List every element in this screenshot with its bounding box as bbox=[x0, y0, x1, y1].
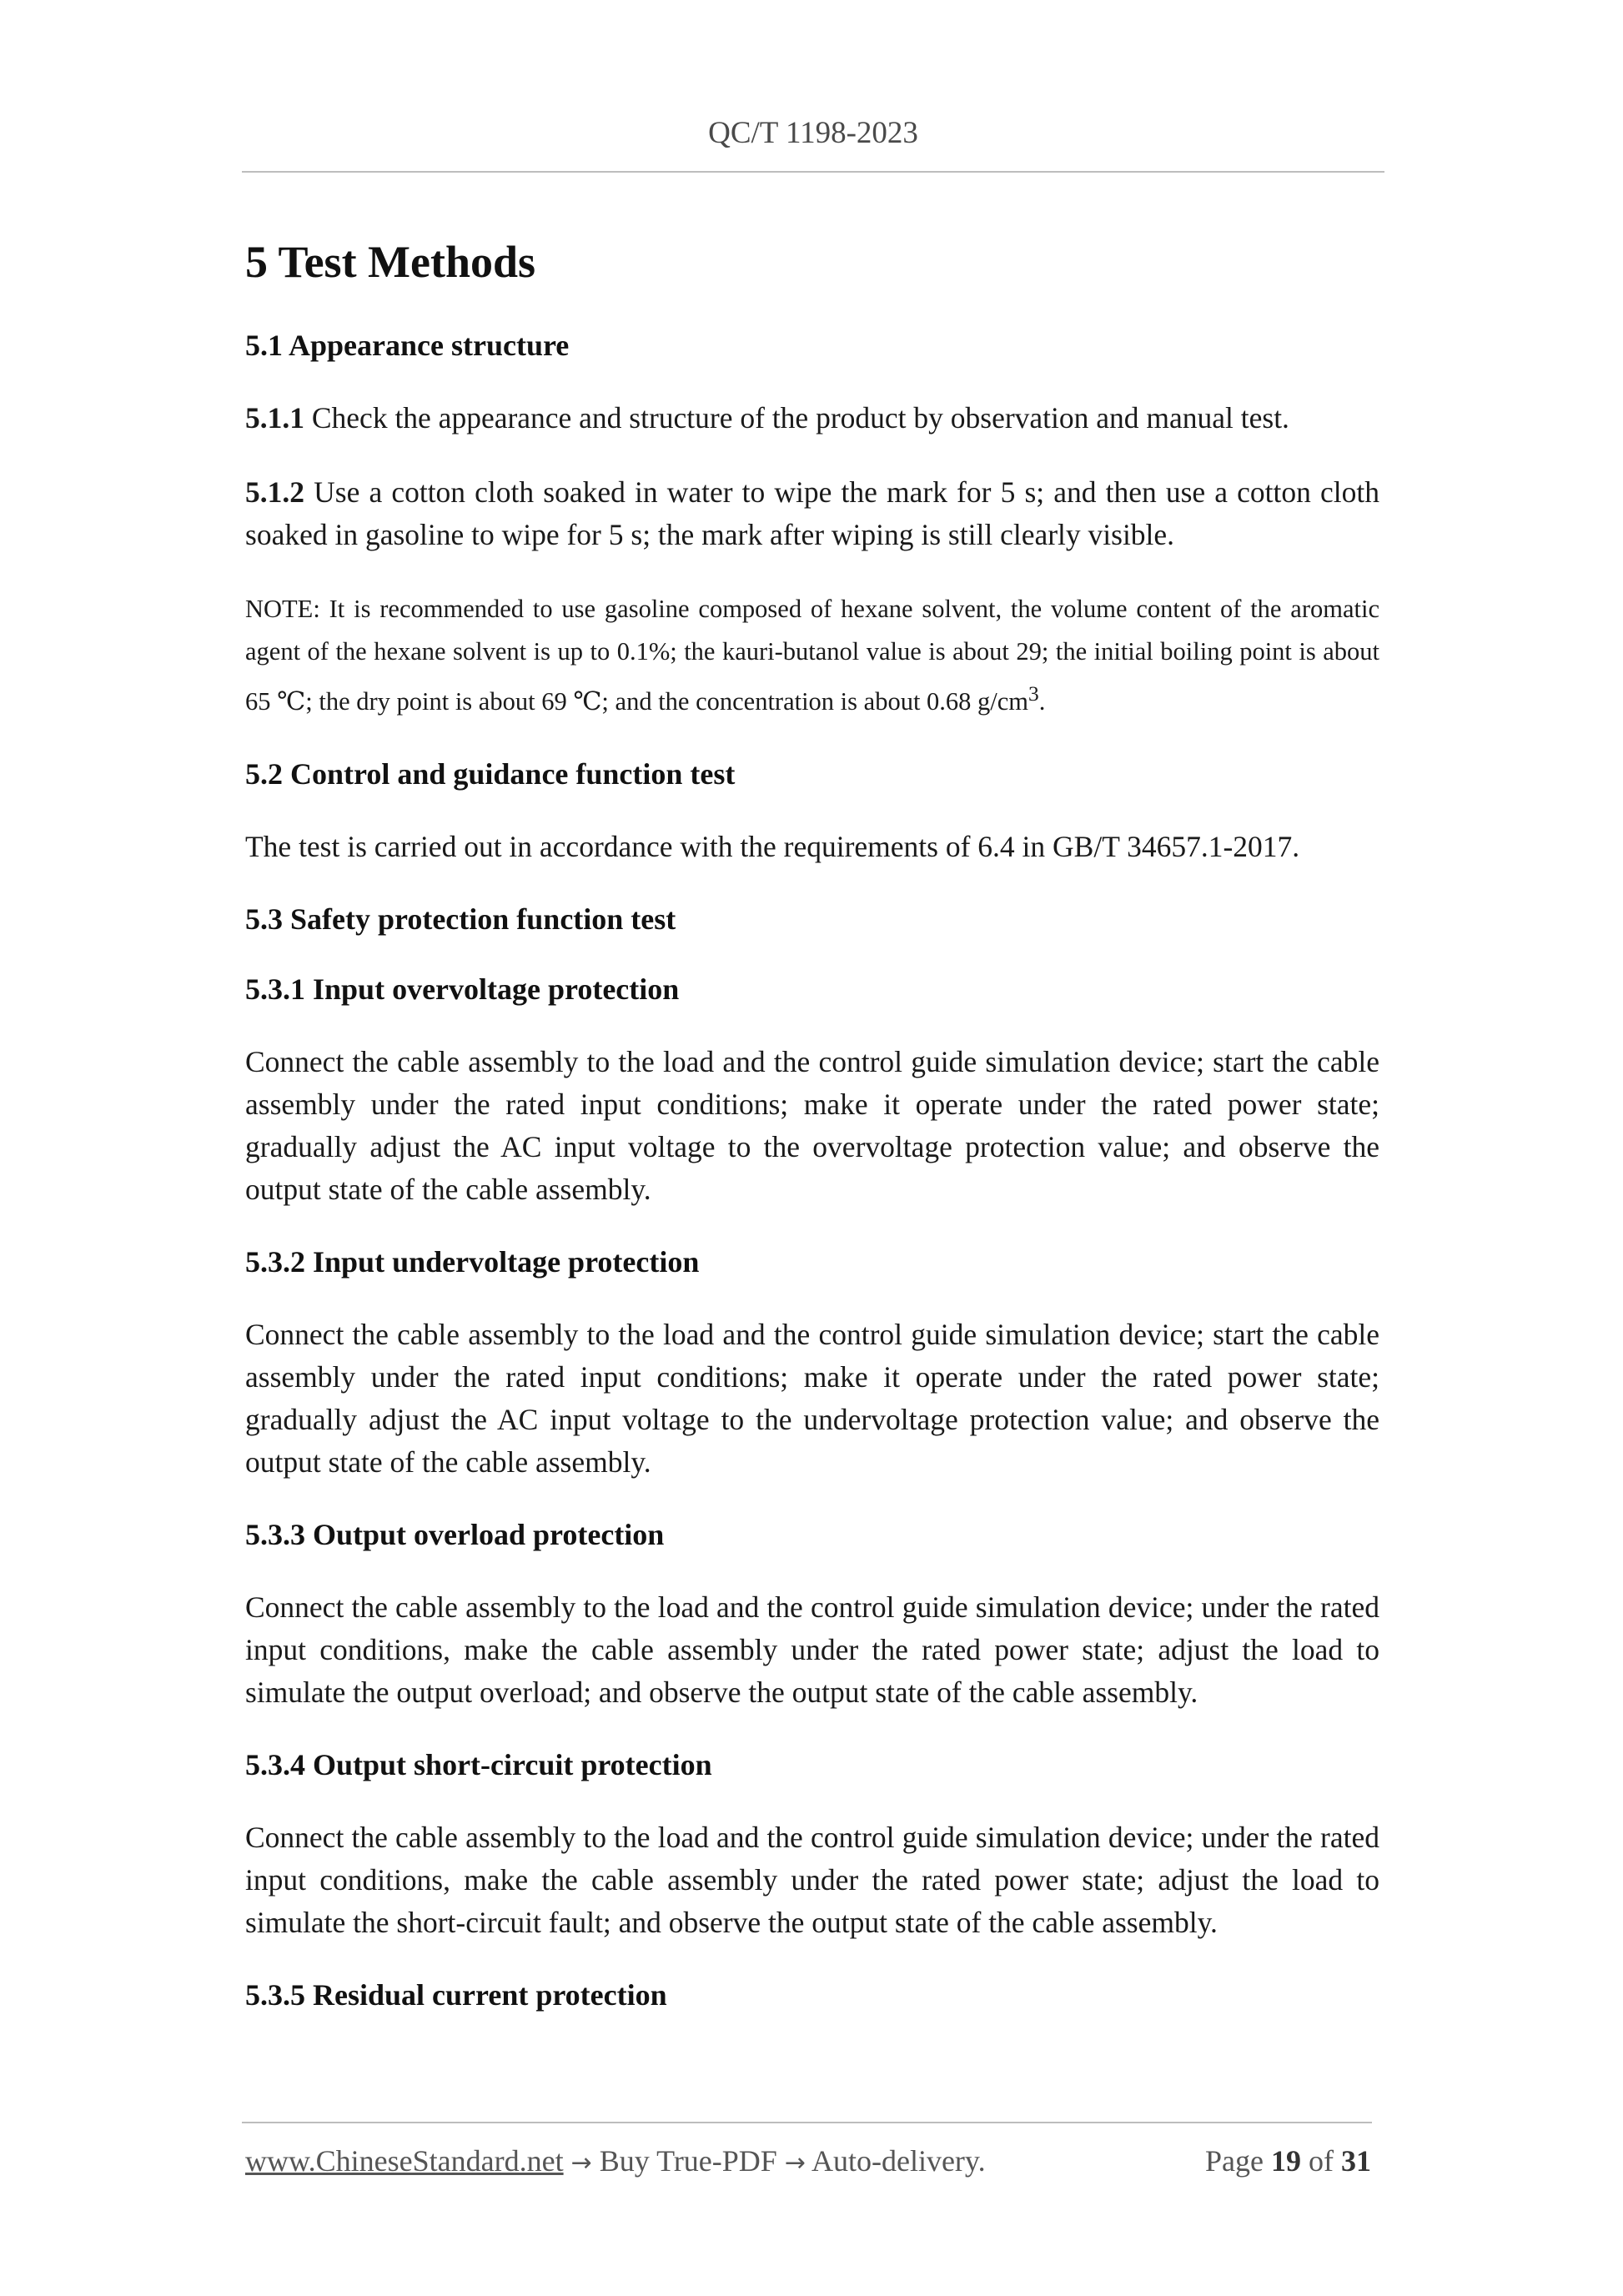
delivery-text: Auto-delivery. bbox=[811, 2144, 986, 2178]
page-of: of bbox=[1309, 2144, 1334, 2178]
paragraph-5-3-2: Connect the cable assembly to the load and the control guide simulation device; start the cable assembly under the rated input conditions; make it operate under the rated power state; gradually adjust the AC input voltage to the undervoltage protection value; and observe the output state of the cable assembly. bbox=[245, 1317, 1379, 1479]
note-paragraph bbox=[245, 588, 1379, 723]
clause-number: 5.1.2 bbox=[245, 475, 304, 509]
heading-5-3-1: 5.3.1 Input overvoltage protection bbox=[245, 972, 680, 1007]
arrow-right-icon: → bbox=[784, 2148, 806, 2178]
page-body bbox=[245, 235, 1379, 2046]
clause-text: Use a cotton cloth soaked in water to wipe the mark for 5 s; and then use a cotton cloth soaked in gasoline to wipe for 5 s; the mark after wiping is still clearly visible. bbox=[245, 475, 1379, 551]
paragraph-5-3-4: Connect the cable assembly to the load and the control guide simulation device; under the rated input conditions, make the cable assembly under the rated power state; adjust the load to simulate the short-circuit fault; and observe the output state of the cable assembly. bbox=[245, 1820, 1379, 1939]
page-total: 31 bbox=[1341, 2144, 1371, 2178]
paragraph-5-3-3: Connect the cable assembly to the load and the control guide simulation device; under the rated input conditions, make the cable assembly under the rated power state; adjust the load to simulate the output overload; and observe the output state of the cable assembly. bbox=[245, 1590, 1379, 1709]
heading-5-3-4: 5.3.4 Output short-circuit protection bbox=[245, 1747, 712, 1781]
paragraph-5-2: The test is carried out in accordance with the requirements of 6.4 in GB/T 34657.1-2017. bbox=[245, 829, 1300, 863]
note-text: NOTE: It is recommended to use gasoline composed of hexane solvent, the volume content of the aromatic agent of the hexane solvent is up to 0.1%; the kauri-butanol value is about 29; the initial boiling point is about 65 ℃; the dry point is about 69 ℃; and the concentration is about 0.68 g/cm bbox=[245, 594, 1379, 716]
note-superscript: 3 bbox=[1028, 681, 1039, 706]
heading-5-3-5: 5.3.5 Residual current protection bbox=[245, 1977, 667, 2012]
section-title: 5 Test Methods bbox=[245, 237, 536, 287]
heading-5-1: 5.1 Appearance structure bbox=[245, 328, 570, 362]
footer-promo bbox=[245, 2143, 986, 2178]
arrow-right-icon: → bbox=[570, 2148, 592, 2178]
heading-5-3-3: 5.3.3 Output overload protection bbox=[245, 1517, 665, 1551]
footer-divider bbox=[242, 2122, 1372, 2123]
paragraph-5-3-1: Connect the cable assembly to the load and the control guide simulation device; start the cable assembly under the rated input conditions; make it operate under the rated power state; gradually adjust the AC input voltage to the overvoltage protection value; and observe the output state of the cable assembly. bbox=[245, 1045, 1379, 1207]
buy-text: Buy True-PDF bbox=[599, 2144, 777, 2178]
header-divider bbox=[242, 171, 1384, 173]
clause-5-1-2 bbox=[245, 471, 1379, 556]
heading-5-2: 5.2 Control and guidance function test bbox=[245, 756, 736, 791]
note-end: . bbox=[1038, 686, 1046, 716]
page-number bbox=[1205, 2143, 1371, 2178]
running-header: QC/T 1198-2023 bbox=[708, 116, 918, 150]
clause-5-1-1 bbox=[245, 397, 1379, 440]
clause-number: 5.1.1 bbox=[245, 400, 304, 435]
page-label: Page bbox=[1205, 2144, 1264, 2178]
clause-text: Check the appearance and structure of the product by observation and manual test. bbox=[311, 400, 1289, 435]
page-current: 19 bbox=[1271, 2144, 1301, 2178]
heading-5-3-2: 5.3.2 Input undervoltage protection bbox=[245, 1245, 700, 1279]
website-link[interactable]: www.ChineseStandard.net bbox=[245, 2144, 564, 2178]
heading-5-3: 5.3 Safety protection function test bbox=[245, 902, 676, 936]
